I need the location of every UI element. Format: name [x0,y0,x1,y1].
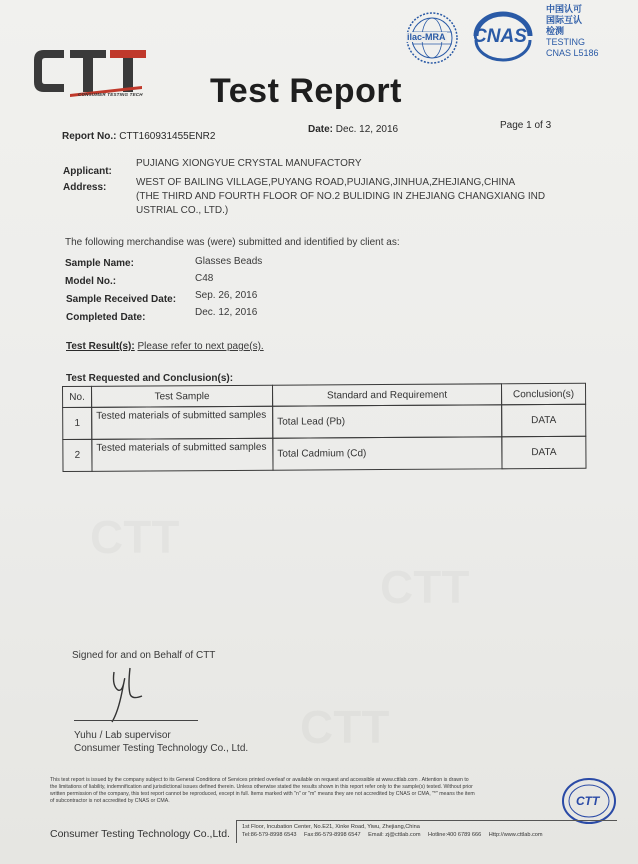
report-no-label: Report No.: [62,131,117,142]
model-no-label: Model No.: [65,276,117,287]
address-line: WEST OF BAILING VILLAGE,PUYANG ROAD,PUJIANG,JINHUA,ZHEJIANG,CHINA [136,177,516,188]
fine-print-line: written permission of the company, this test report cannot be reproduced, except in full. Items marked with "n" or "m" means they are not accredited by CNAS or CMA, "*" means the item [50,791,475,797]
report-no-value: CTT160931455ENR2 [119,131,216,142]
report-date [308,124,398,135]
table-cell-standard: Total Cadmium (Cd) [272,436,502,470]
ilac-mra-logo [404,10,460,66]
applicant-value: PUJIANG XIONGYUE CRYSTAL MANUFACTORY [136,158,362,169]
fine-print-line: This test report is issued by the company subject to its General Conditions of Services printed overleaf or available on request and accessible at www.cttlab.com . Attention is drawn to [50,777,469,783]
footer-address-block [242,823,622,839]
fine-print-line: the limitations of liability, indemnification and jurisdictional issues defined therein. Unless otherwise stated the results shown in this report refer only to the sample(s) tested. Without prior [50,784,473,790]
fine-print-line: of subcontractor is not accredited by CNAS or CMA. [50,798,170,804]
signer-name: Yuhu / Lab supervisor [74,730,171,741]
ctt-logo [30,42,150,104]
table-cell-sample: Tested materials of submitted samples [91,406,273,440]
table-cell-no: 2 [62,439,92,472]
address-line: USTRIAL CO., LTD.) [136,205,229,216]
address-label: Address: [63,182,107,193]
footer-fax: Fax:86-579-8998 6547 [304,832,361,838]
test-result-text: Please refer to next page(s). [137,341,264,352]
footer-tel: Tel:86-579-8998 6543 [242,832,297,838]
report-number [62,131,215,142]
table-cell-conclusion: DATA [501,404,586,438]
watermark [300,700,389,754]
received-date-label: Sample Received Date: [66,294,177,305]
completed-date-label: Completed Date: [66,312,146,323]
footer-address: 1st Floor, Incubation Center, No.E21, Xinke Road, Yiwu, Zhejiang,China [242,824,420,830]
test-result [66,341,264,352]
accr-line: 检测 [546,26,565,36]
table-header-sample: Test Sample [91,385,273,408]
ctt-stamp [560,776,618,826]
table-cell-sample: Tested materials of submitted samples [91,438,273,472]
accr-line: TESTING [546,37,586,47]
table-cell-conclusion: DATA [501,436,586,470]
signature-line [74,720,198,721]
table-heading: Test Requested and Conclusion(s): [66,373,234,384]
stamp-text: CTT [576,794,600,808]
applicant-label: Applicant: [63,166,112,177]
table-header-conclusion: Conclusion(s) [501,383,586,406]
conclusion-table [62,383,587,482]
ilac-text: ilac-MRA [407,32,446,42]
accr-line: 中国认可 [546,4,583,14]
signer-company: Consumer Testing Technology Co., Ltd. [74,743,249,754]
watermark [380,560,469,614]
footer-company: Consumer Testing Technology Co.,Ltd. [50,828,230,840]
sample-name-value: Glasses Beads [195,256,263,267]
cnas-logo [470,10,536,62]
signature-scribble-icon [100,662,160,726]
address-value [136,176,545,218]
footer-contact [242,831,622,839]
table-header-standard: Standard and Requirement [272,383,502,406]
received-date-value: Sep. 26, 2016 [195,290,258,301]
footer-website[interactable]: Http://www.cttlab.com [488,832,543,838]
accr-line: CNAS L5186 [546,48,599,58]
completed-date-value: Dec. 12, 2016 [195,307,258,318]
model-no-value: C48 [195,273,214,284]
page-indicator: Page 1 of 3 [500,120,552,131]
footer-email[interactable]: Email: zj@cttlab.com [368,832,421,838]
sample-intro: The following merchandise was (were) submitted and identified by client as: [65,237,400,248]
footer-hotline: Hotline:400 6789 666 [428,832,482,838]
address-line: (THE THIRD AND FOURTH FLOOR OF NO.2 BULIDING IN ZHEJIANG CHANGXIANG IND [136,191,546,202]
accreditation-text [546,4,599,59]
date-value: Dec. 12, 2016 [335,124,399,135]
table-cell-no: 1 [62,407,92,440]
test-result-label: Test Result(s): [66,341,135,352]
watermark [90,510,179,564]
table-header-no: No. [62,386,92,408]
signed-behalf-text: Signed for and on Behalf of CTT [72,650,216,661]
date-label: Date: [308,124,334,135]
sample-name-label: Sample Name: [65,258,134,269]
table-cell-standard: Total Lead (Pb) [272,404,502,438]
page-title: Test Report [210,72,402,110]
logo-subtitle: CONSUMER TESTING TECH [78,92,143,97]
accr-line: 国际互认 [546,15,583,25]
cnas-text: CNAS [473,26,527,47]
fine-print [50,777,622,805]
